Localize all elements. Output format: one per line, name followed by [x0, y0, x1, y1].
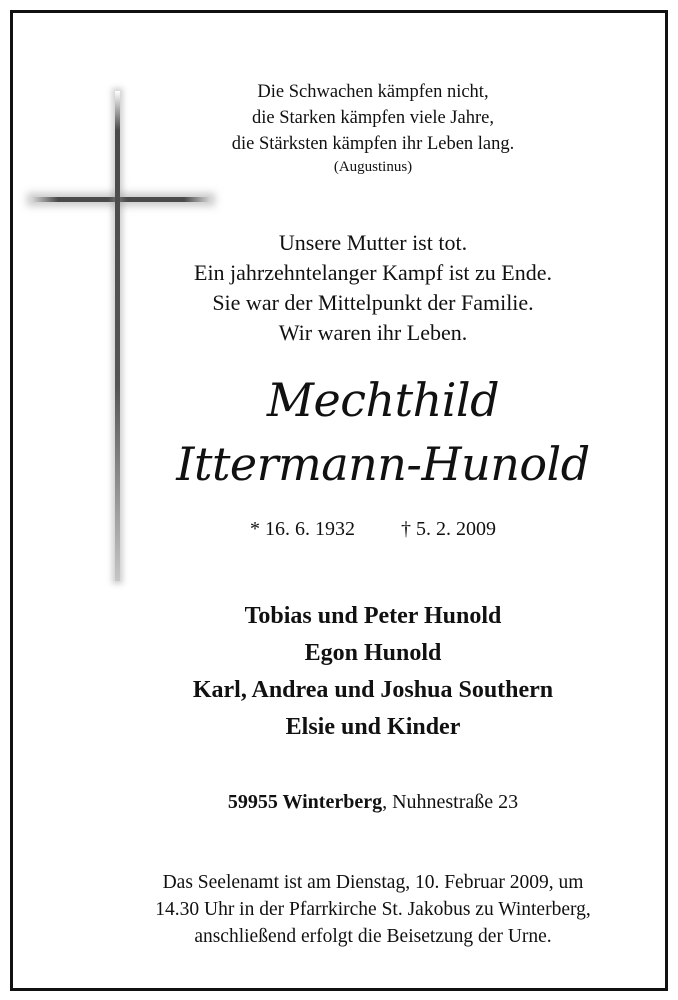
address-city: 59955 Winterberg — [227, 791, 383, 813]
death-date: † 5. 2. 2009 — [401, 518, 496, 540]
mourner: Elsie und Kinder — [285, 714, 461, 740]
service-line: Das Seelenamt ist am Dienstag, 10. Februar 2009, um — [162, 872, 584, 893]
service-line: 14.30 Uhr in der Pfarrkirche St. Jakobus zu Winterberg, — [155, 899, 591, 920]
mourner: Tobias und Peter Hunold — [244, 603, 502, 629]
quote-line: Die Schwachen kämpfen nicht, — [257, 82, 489, 102]
cross-post — [115, 91, 120, 581]
address — [123, 791, 623, 814]
first-name: Mechthild — [266, 373, 500, 427]
quote-line: die Stärksten kämpfen ihr Leben lang. — [231, 134, 515, 154]
service-line: anschließend erfolgt die Beisetzung der Urne. — [194, 926, 552, 947]
life-dates — [143, 518, 603, 541]
intro-line: Sie war der Mittelpunkt der Familie. — [212, 290, 534, 315]
service-info — [73, 869, 673, 950]
intro-line: Unsere Mutter ist tot. — [278, 230, 468, 255]
intro-line: Ein jahrzehntelanger Kampf ist zu Ende. — [194, 260, 552, 285]
mourner: Egon Hunold — [304, 640, 442, 666]
intro-text — [143, 228, 603, 348]
last-name: Ittermann-Hunold — [176, 437, 590, 491]
cross-beam — [31, 197, 211, 202]
mourner: Karl, Andrea und Joshua Southern — [192, 677, 554, 703]
deceased-name — [123, 368, 643, 496]
address-street: , Nuhnestraße 23 — [382, 791, 519, 813]
mourners-list — [123, 598, 623, 746]
quote-author: (Augustinus) — [333, 159, 413, 175]
quote-line: die Starken kämpfen viele Jahre, — [252, 108, 494, 128]
quote — [163, 79, 583, 157]
intro-line: Wir waren ihr Leben. — [278, 320, 468, 345]
birth-date: * 16. 6. 1932 — [250, 518, 355, 540]
obituary-frame — [10, 10, 668, 991]
